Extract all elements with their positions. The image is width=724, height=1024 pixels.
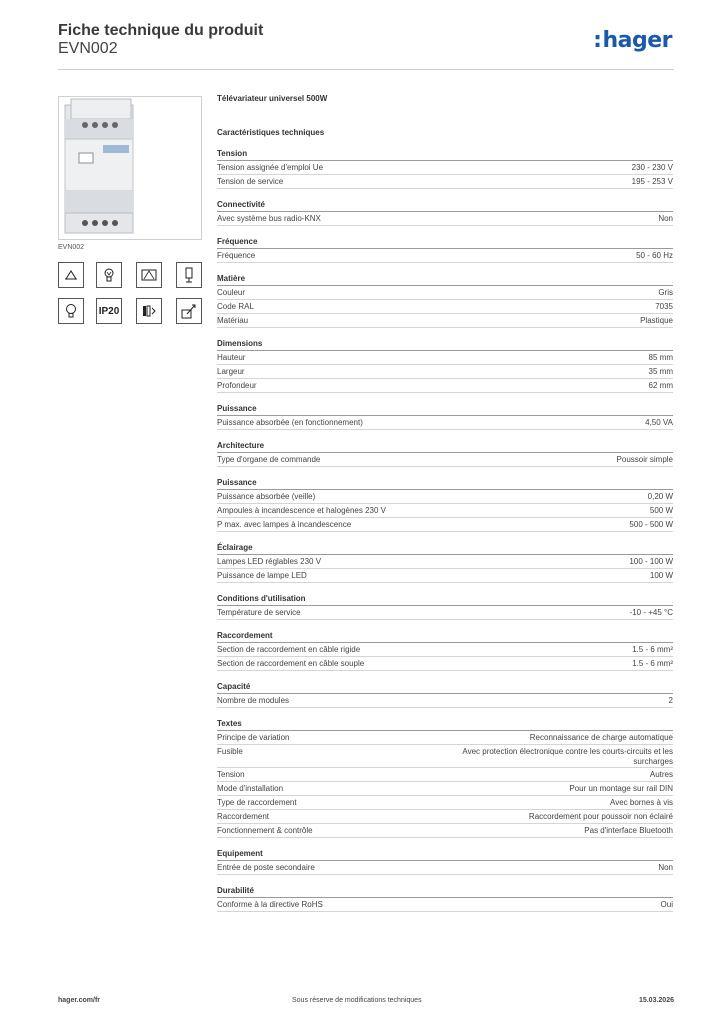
spec-value: 1.5 - 6 mm² [632,645,673,654]
spec-section [217,630,673,681]
spec-section [217,403,673,440]
spec-value: Poussoir simple [616,455,673,464]
spec-row [217,898,673,912]
spec-label: Tension de service [217,177,284,186]
spec-label: Section de raccordement en câble rigide [217,645,361,654]
spec-section [217,718,673,848]
spec-section [217,681,673,718]
spec-value: 500 - 500 W [629,520,673,529]
spec-value: 195 - 253 V [631,177,673,186]
section-title: Durabilité [217,885,673,898]
section-title: Matière [217,273,673,286]
spec-row [217,768,673,782]
spec-section [217,477,673,542]
spec-row [217,555,673,569]
spec-label: Tension assignée d'emploi Ue [217,163,324,172]
spec-label: Type d'organe de commande [217,455,321,464]
section-title: Tension [217,148,673,161]
spec-row [217,745,673,768]
product-image [58,96,202,240]
spec-label: Profondeur [217,381,257,390]
product-drawing [59,97,201,239]
logo-text: hager [602,28,672,53]
footer-notice: Sous réserve de modifications techniques [292,997,422,1004]
spec-section [217,273,673,338]
spec-row [217,351,673,365]
spec-value: 100 W [649,571,673,580]
spec-row [217,643,673,657]
section-title: Puissance [217,403,673,416]
spec-section [217,338,673,403]
spec-label: Conforme à la directive RoHS [217,900,323,909]
footer-date: 15.03.2026 [638,997,674,1004]
spec-row [217,606,673,620]
spec-row [217,379,673,393]
page-header [58,20,674,70]
spec-value: 0,20 W [647,492,673,501]
section-title: Connectivité [217,199,673,212]
spec-row [217,416,673,430]
spec-value: Plastique [640,316,673,325]
spec-row [217,810,673,824]
spec-value: Non [658,214,673,223]
spec-value: 2 [668,696,673,705]
spec-label: Code RAL [217,302,254,311]
spec-row [217,212,673,226]
spec-value: Reconnaissance de charge automatique [529,733,673,742]
fluorescent-tube-icon [176,262,202,288]
section-title: Éclairage [217,542,673,555]
spec-row [217,824,673,838]
spec-value: 230 - 230 V [631,163,673,172]
spec-row [217,286,673,300]
double-insulation-icon [136,298,162,324]
spec-label: Avec système bus radio-KNX [217,214,321,223]
spec-label: Puissance de lampe LED [217,571,307,580]
spec-value: Oui [660,900,673,909]
spec-value: Autres [649,770,673,779]
section-title: Textes [217,718,673,731]
spec-value: -10 - +45 °C [629,608,673,617]
spec-section [217,236,673,273]
spec-label: Raccordement [217,812,270,821]
spec-label: Mode d'installation [217,784,284,793]
spec-value: Pour un montage sur rail DIN [569,784,673,793]
spec-section [217,199,673,236]
spec-value: Gris [658,288,673,297]
spec-label: Type de raccordement [217,798,297,807]
section-title: Capacité [217,681,673,694]
spec-value: 35 mm [648,367,673,376]
spec-label: Nombre de modules [217,696,290,705]
section-title: Raccordement [217,630,673,643]
section-title: Puissance [217,477,673,490]
spec-row [217,314,673,328]
spec-label: Puissance absorbée (en fonctionnement) [217,418,363,427]
spec-row [217,161,673,175]
spec-value: 500 W [649,506,673,515]
spec-row [217,782,673,796]
spec-label: Hauteur [217,353,246,362]
spec-label: Fusible [217,747,243,756]
tech-characteristics-title: Caractéristiques techniques [217,128,325,137]
spec-value: 7035 [655,302,673,311]
bulb-icon [58,298,84,324]
ip20-icon [96,298,122,324]
footer-website[interactable]: hager.com/fr [58,997,101,1004]
spec-label: Fonctionnement & contrôle [217,826,313,835]
spec-label: Température de service [217,608,301,617]
spec-row [217,796,673,810]
spec-label: Largeur [217,367,245,376]
spec-label: Tension [217,770,245,779]
spec-value: Avec bornes à vis [610,798,673,807]
spec-value: Raccordement pour poussoir non éclairé [528,812,673,821]
spec-row [217,657,673,671]
spec-label: Matériau [217,316,249,325]
section-title: Dimensions [217,338,673,351]
spec-row [217,490,673,504]
spec-value: Avec protection électronique contre les courts-circuits et les surcharges [462,747,673,766]
spec-section [217,148,673,199]
product-name: Télévariateur universel 500W [217,94,328,103]
section-title: Architecture [217,440,673,453]
spec-row [217,453,673,467]
spec-content [217,94,673,922]
spec-row [217,861,673,875]
spec-section [217,593,673,630]
product-reference: EVN002 [58,40,118,57]
spec-label: Entrée de poste secondaire [217,863,315,872]
spec-section [217,542,673,593]
spec-value: 100 - 100 W [629,557,673,566]
spec-row [217,300,673,314]
spec-row [217,365,673,379]
spec-value: 50 - 60 Hz [636,251,673,260]
spec-label: P max. avec lampes à incandescence [217,520,352,529]
dimmer-symbol-icon [176,298,202,324]
spec-row [217,175,673,189]
spec-label: Section de raccordement en câble souple [217,659,365,668]
spec-row [217,569,673,583]
spec-label: Couleur [217,288,246,297]
spec-section [217,440,673,477]
spec-label: Lampes LED réglables 230 V [217,557,322,566]
spec-section [217,885,673,922]
spec-label: Ampoules à incandescence et halogènes 230 V [217,506,387,515]
led-driver-icon [136,262,162,288]
image-caption: EVN002 [58,244,85,251]
halogen-lamp-icon [96,262,122,288]
spec-label: Puissance absorbée (veille) [217,492,316,501]
spec-label: Principe de variation [217,733,290,742]
section-title: Conditions d'utilisation [217,593,673,606]
spec-section [217,848,673,885]
spec-row [217,694,673,708]
section-title: Equipement [217,848,673,861]
spec-value: 62 mm [648,381,673,390]
spec-value: 1.5 - 6 mm² [632,659,673,668]
spec-value: Non [658,863,673,872]
bell-lamp-icon [58,262,84,288]
spec-value: Pas d'interface Bluetooth [584,826,673,835]
document-title: Fiche technique du produit [58,22,264,39]
ip20-label: IP20 [98,305,120,317]
spec-value: 4,50 VA [645,418,673,427]
spec-label: Fréquence [217,251,256,260]
spec-row [217,504,673,518]
spec-row [217,731,673,745]
spec-value: 85 mm [648,353,673,362]
section-title: Fréquence [217,236,673,249]
spec-row [217,249,673,263]
hager-logo: :hager [593,28,672,53]
spec-sections [217,148,673,922]
spec-row [217,518,673,532]
